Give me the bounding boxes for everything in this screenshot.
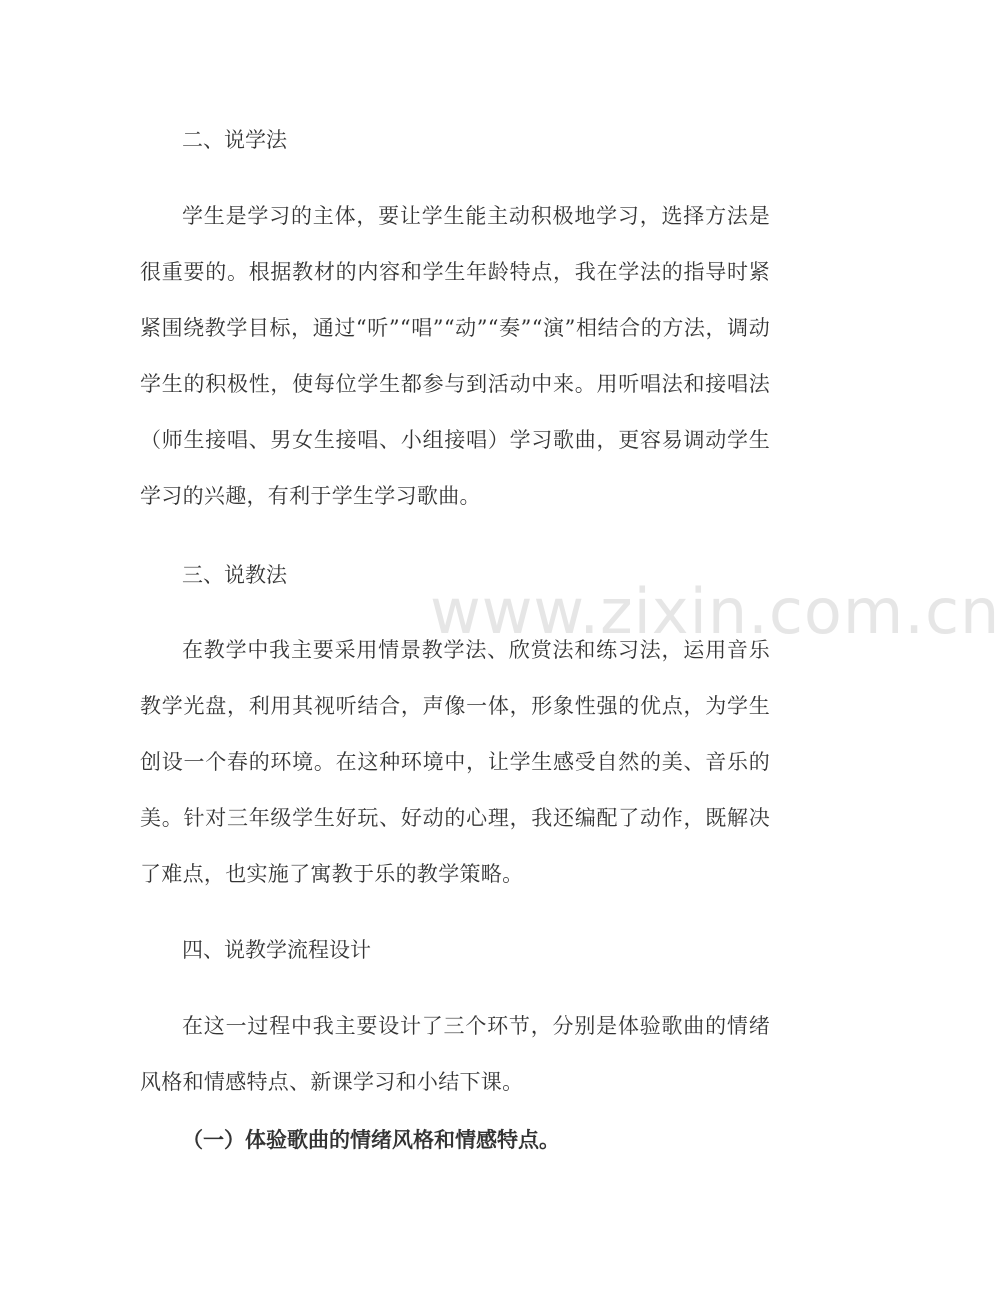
subsection-heading-experience: （一）体验歌曲的情绪风格和情感特点。 [182,1128,560,1152]
section-heading-study-method: 二、说学法 [182,128,287,152]
paragraph-teaching-method: 在教学中我主要采用情景教学法、欣赏法和练习法，运用音乐教学光盘，利用其视听结合，声像一体，形象性强的优点，为学生创设一个春的环境。在这种环境中，让学生感受自然的美、音乐的美。针对三年级学生好玩、好动的心理，我还编配了动作，既解决了难点，也实施了寓教于乐的教学策略。 [140,638,770,886]
paragraph-study-method: 学生是学习的主体，要让学生能主动积极地学习，选择方法是很重要的。根据教材的内容和学生年龄特点，我在学法的指导时紧紧围绕教学目标，通过“听”“唱”“动”“奏”“演”相结合的方法，调动学生的积极性，使每位学生都参与到活动中来。用听唱法和接唱法（师生接唱、男女生接唱、小组接唱）学习歌曲，更容易调动学生学习的兴趣，有利于学生学习歌曲。 [140,204,770,508]
paragraph-process-design: 在这一过程中我主要设计了三个环节，分别是体验歌曲的情绪风格和情感特点、新课学习和小结下课。 [140,1014,770,1094]
section-heading-teaching-method: 三、说教法 [182,563,287,587]
watermark-text: www.zixin.com.cn [430,575,1000,648]
section-heading-process-design: 四、说教学流程设计 [182,938,371,962]
